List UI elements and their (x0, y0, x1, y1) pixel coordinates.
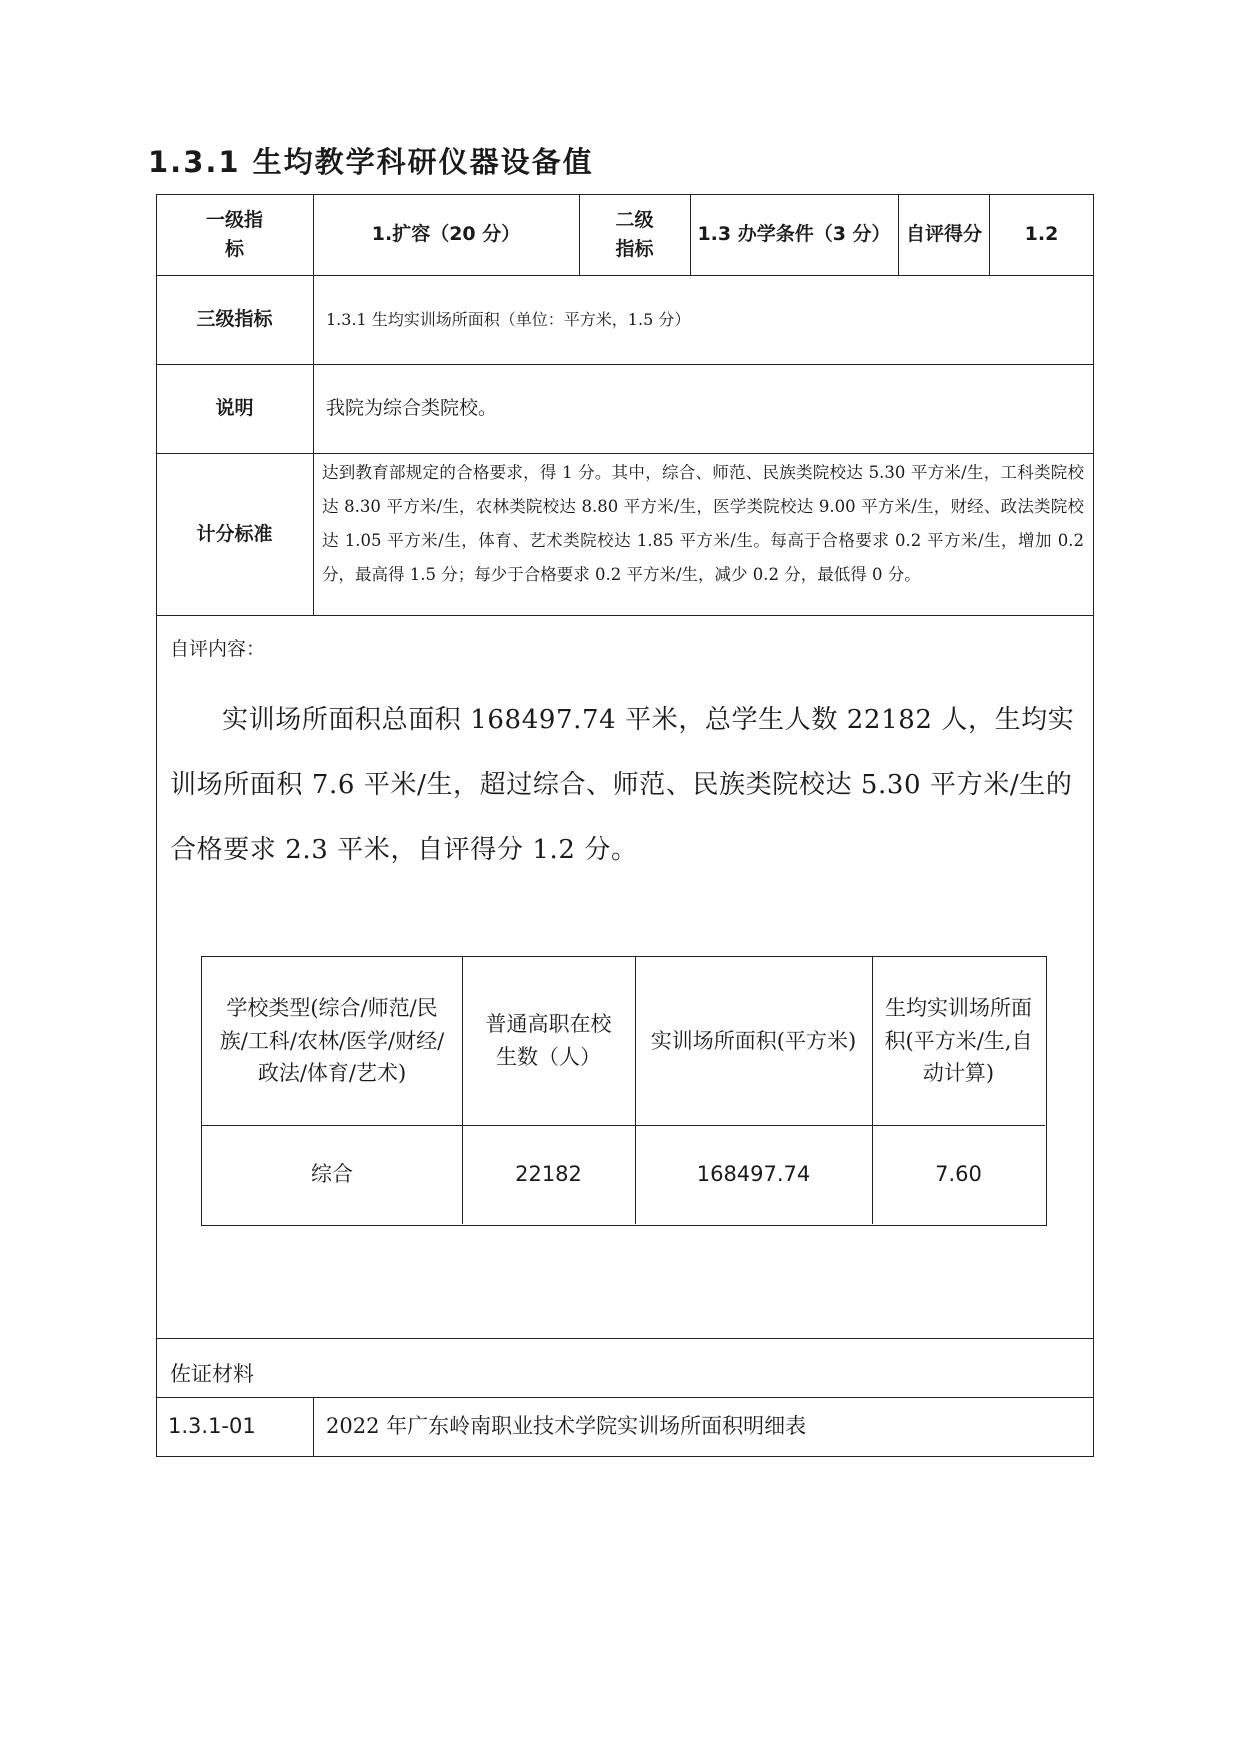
evidence-code: 1.3.1-01 (168, 1414, 256, 1439)
scoring-label: 计分标准 (196, 522, 273, 545)
rule (898, 194, 899, 275)
scoring-value: 达到教育部规定的合格要求，得 1 分。其中，综合、师范、民族类院校达 5.30 平方米/生，工科类院校达 8.30 平方米/生，农林类院校达 8.80 平方米/生，医学类院校达 9.00 平方米/生，财经、政法类院校达 1.05 平方米/生，体育、艺术类院校达 1.85 平方米/生。每高于合格要求 0.2 平方米/生，增加 0.2 分，最高得 1.5 分；每少于合格要求 0.2 平方米/生，减少 0.2 分，最低得 0 分。 (322, 463, 1084, 584)
area-data-table (201, 956, 1047, 1226)
table-header-cell: 普通高职在校生数（人） (485, 1012, 612, 1069)
level2-label: 二级指标 (615, 209, 654, 260)
table-header-cell: 学校类型(综合/师范/民族/工科/农林/医学/财经/政法/体育/艺术) (219, 996, 445, 1086)
explanation-label: 说明 (215, 397, 254, 420)
evidence-link[interactable]: 2022 年广东岭南职业技术学院实训场所面积明细表 (326, 1414, 807, 1439)
level1-value: 1.扩容（20 分） (371, 223, 521, 246)
rule (313, 1397, 314, 1457)
section-heading: 1.3.1 生均教学科研仪器设备值 (148, 145, 594, 179)
table-cell: 7.60 (935, 1162, 982, 1187)
explanation-value: 我院为综合类院校。 (326, 397, 498, 420)
table-cell: 综合 (311, 1162, 353, 1187)
level3-label: 三级指标 (196, 308, 273, 331)
table-cell: 22182 (515, 1162, 582, 1187)
level2-value: 1.3 办学条件（3 分） (697, 223, 891, 246)
table-header-cell: 实训场所面积(平方米) (650, 1028, 857, 1053)
evidence-label: 佐证材料 (170, 1362, 254, 1386)
self-score-value: 1.2 (1024, 223, 1059, 246)
table-header-cell: 生均实训场所面积(平方米/生,自动计算) (884, 996, 1033, 1086)
self-eval-paragraph: 实训场所面积总面积 168497.74 平米，总学生人数 22182 人，生均实训场所面积 7.6 平米/生，超过综合、师范、民族类院校达 5.30 平方米/生的合格要求 2.3 平米，自评得分 1.2 分。 (170, 705, 1075, 865)
rule (156, 1338, 1094, 1339)
level1-label: 一级指标 (205, 209, 263, 260)
self-score-label: 自评得分 (906, 223, 983, 246)
table-cell: 168497.74 (696, 1162, 811, 1187)
self-eval-label: 自评内容： (170, 638, 266, 660)
level3-value: 1.3.1 生均实训场所面积（单位：平方米，1.5 分） (326, 309, 691, 329)
rule (156, 615, 1094, 616)
